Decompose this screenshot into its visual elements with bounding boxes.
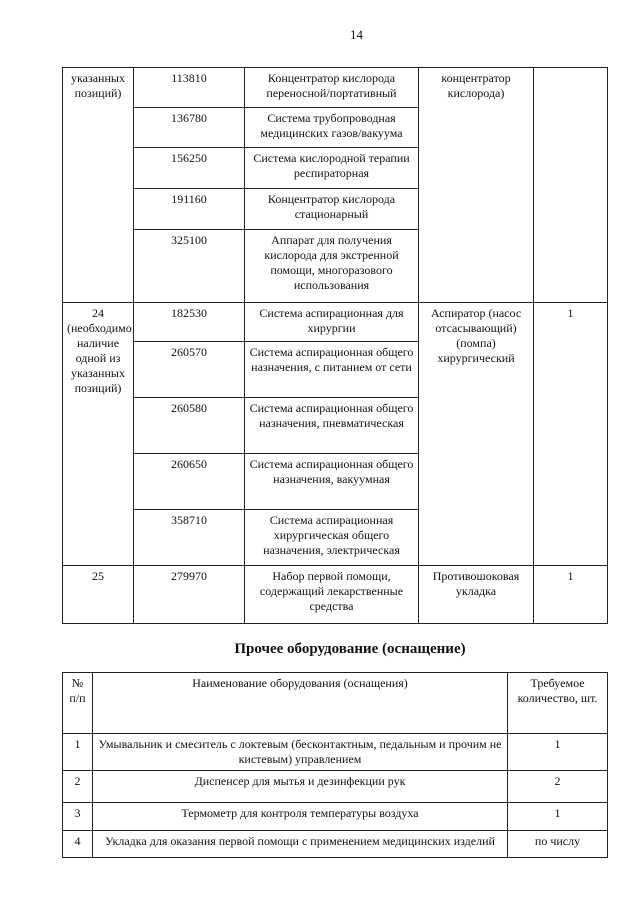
row-name: Термометр для контроля температуры воздуха (93, 803, 508, 831)
item-name: Система аспирационная общего назначения, пневматическая (245, 398, 419, 454)
group-number: 25 (63, 566, 134, 624)
row-quantity: 2 (508, 771, 608, 803)
table-row (63, 68, 608, 108)
group-quantity: 1 (534, 303, 608, 566)
row-name: Умывальник и смеситель с локтевым (бесконтактным, педальным и прочим не кистевым) управлением (93, 734, 508, 771)
item-code: 156250 (134, 148, 245, 189)
item-code: 325100 (134, 230, 245, 303)
group-number: указанных позиций) (63, 68, 134, 303)
item-name: Система кислородной терапии респираторная (245, 148, 419, 189)
header-number: № п/п (63, 673, 93, 734)
table-header-row (63, 673, 608, 734)
page-number: 14 (350, 27, 363, 42)
item-code: 260570 (134, 342, 245, 398)
item-code: 279970 (134, 566, 245, 624)
item-code: 260650 (134, 454, 245, 510)
table-row (63, 566, 608, 624)
item-name: Набор первой помощи, содержащий лекарственные средства (245, 566, 419, 624)
row-number: 3 (63, 803, 93, 831)
header-quantity: Требуемое количество, шт. (508, 673, 608, 734)
header-name: Наименование оборудования (оснащения) (93, 673, 508, 734)
table-row (63, 303, 608, 342)
item-name: Система аспирационная для хирургии (245, 303, 419, 342)
row-name: Диспенсер для мытья и дезинфекции рук (93, 771, 508, 803)
item-name: Концентратор кислорода переносной/портативный (245, 68, 419, 108)
item-name: Концентратор кислорода стационарный (245, 189, 419, 230)
other-equipment-table (62, 672, 608, 858)
item-code: 191160 (134, 189, 245, 230)
item-code: 260580 (134, 398, 245, 454)
item-name: Система аспирационная общего назначения, с питанием от сети (245, 342, 419, 398)
table-row (63, 771, 608, 803)
item-code: 113810 (134, 68, 245, 108)
row-quantity: 1 (508, 734, 608, 771)
group-quantity: 1 (534, 566, 608, 624)
table-row (63, 831, 608, 858)
group-function: концентратор кислорода) (419, 68, 534, 303)
row-number: 2 (63, 771, 93, 803)
group-function: Аспиратор (насос отсасывающий) (помпа) хирургический (419, 303, 534, 566)
item-name: Аппарат для получения кислорода для экстренной помощи, многоразового использования (245, 230, 419, 303)
equipment-table (62, 67, 608, 624)
row-name: Укладка для оказания первой помощи с применением медицинских изделий (93, 831, 508, 858)
row-quantity: 1 (508, 803, 608, 831)
item-code: 136780 (134, 108, 245, 148)
item-code: 182530 (134, 303, 245, 342)
item-name: Система аспирационная общего назначения, вакуумная (245, 454, 419, 510)
table-row (63, 803, 608, 831)
item-name: Система аспирационная хирургическая общего назначения, электрическая (245, 510, 419, 566)
row-number: 1 (63, 734, 93, 771)
section-title: Прочее оборудование (оснащение) (234, 641, 466, 657)
table-row (63, 734, 608, 771)
item-name: Система трубопроводная медицинских газов/вакуума (245, 108, 419, 148)
row-quantity: по числу (508, 831, 608, 858)
group-function: Противошоковая укладка (419, 566, 534, 624)
item-code: 358710 (134, 510, 245, 566)
group-quantity (534, 68, 608, 303)
group-number: 24 (необходимо наличие одной из указанных позиций) (63, 303, 134, 566)
row-number: 4 (63, 831, 93, 858)
